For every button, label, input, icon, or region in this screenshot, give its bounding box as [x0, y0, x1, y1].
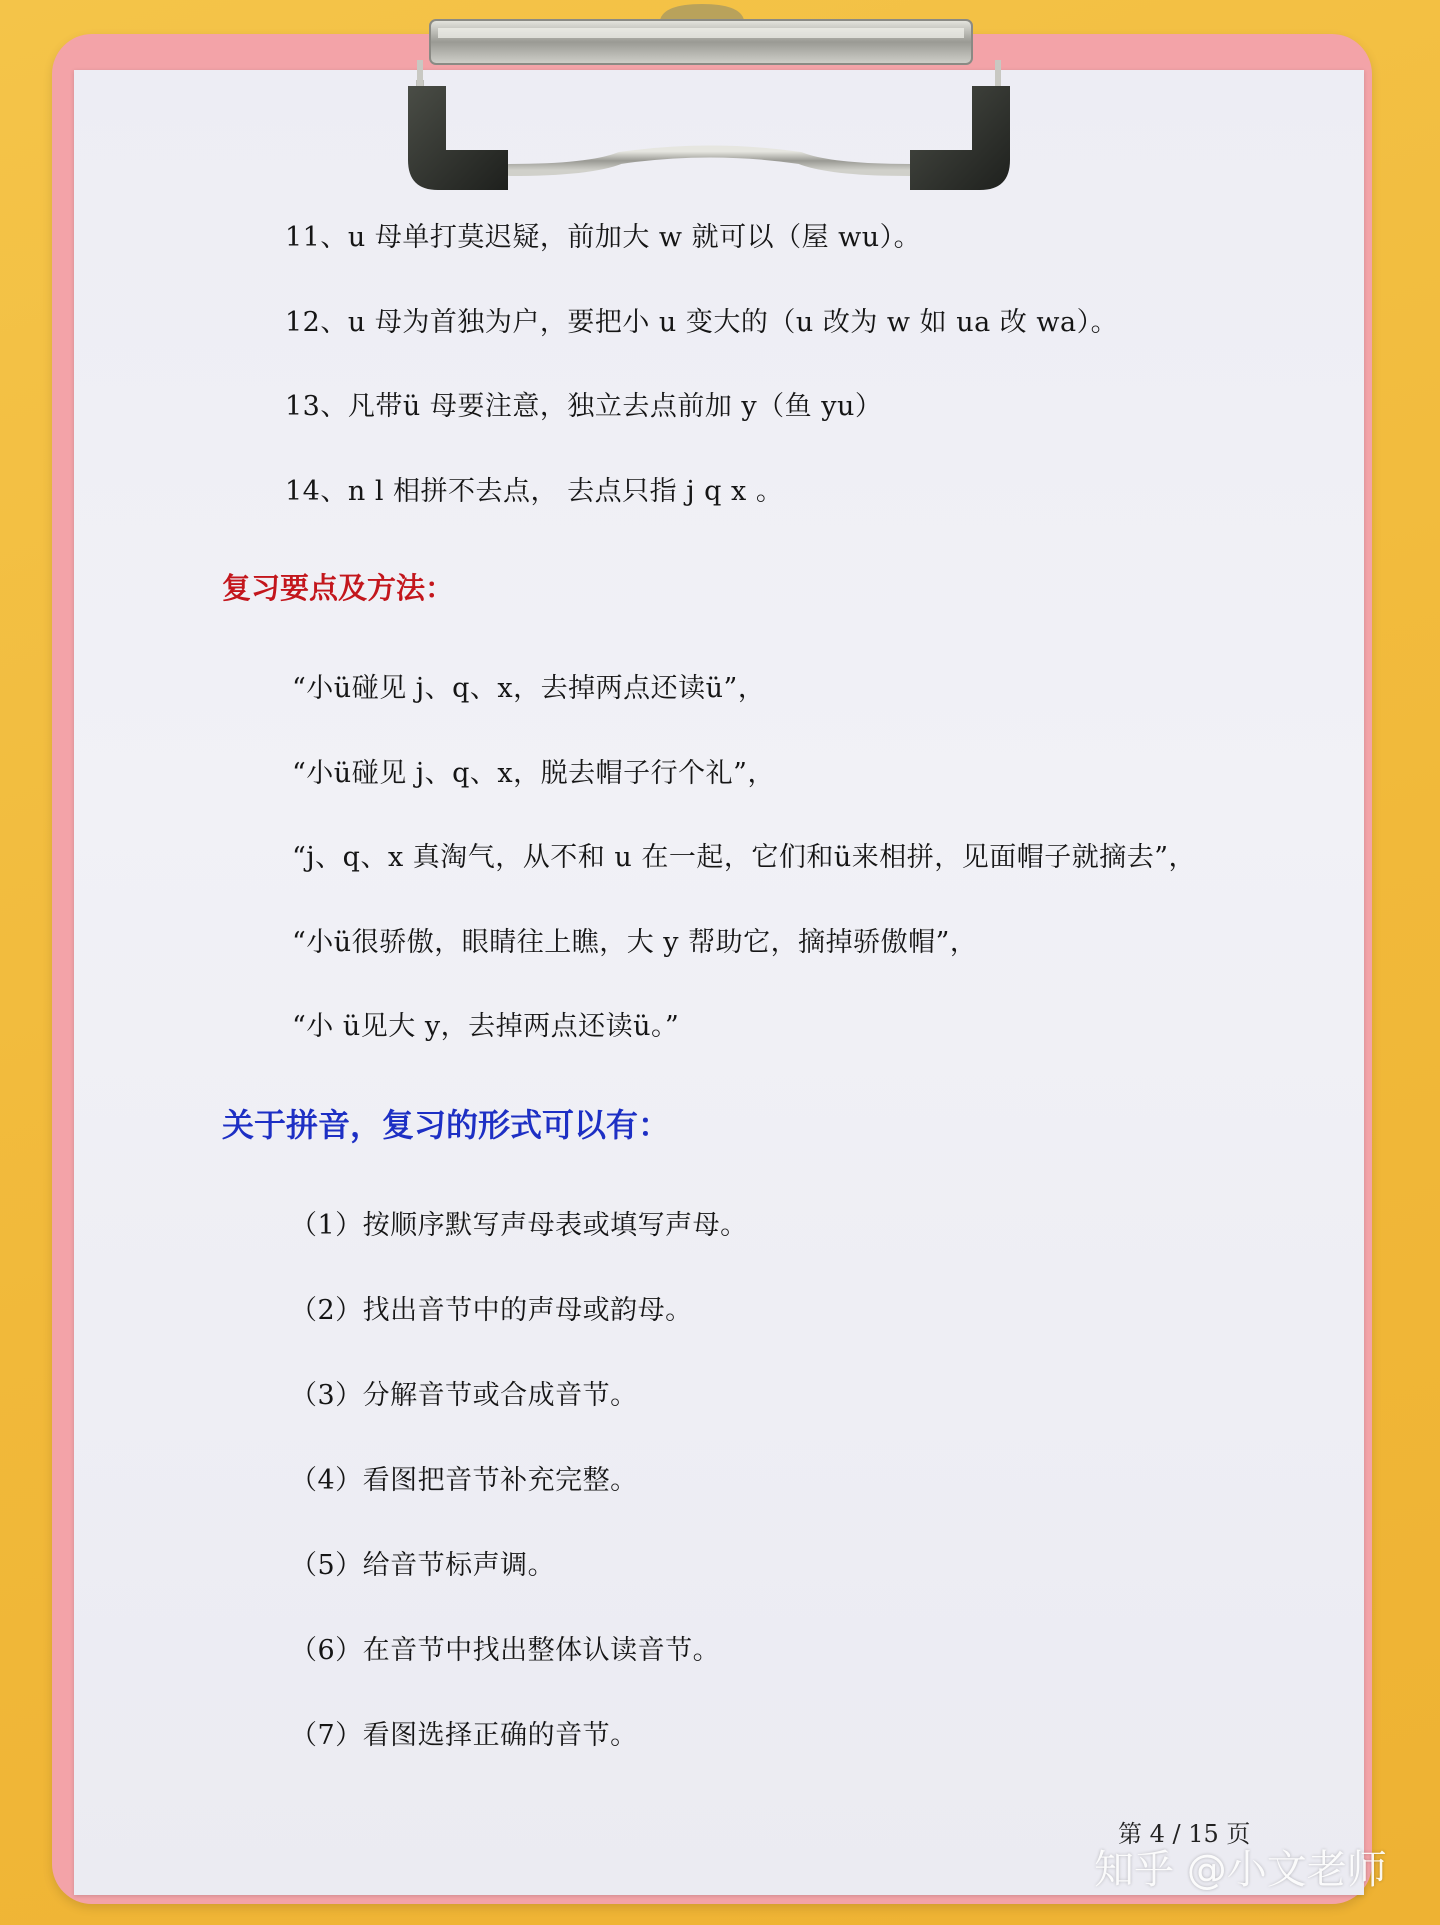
form-item: （4）看图把音节补充完整。 — [290, 1465, 638, 1496]
rule-line-13: 13、凡带ü 母要注意，独立去点前加 y（鱼 yu） — [285, 391, 883, 422]
binder-clip-icon — [390, 0, 1030, 210]
verse-line: “小ü碰见 j、q、x，脱去帽子行个礼”， — [292, 758, 775, 789]
verse-line: “小 ü见大 y，去掉两点还读ü。” — [292, 1011, 680, 1042]
paper-sheet — [74, 70, 1364, 1895]
page-number: 第 4 / 15 页 — [1118, 1820, 1251, 1848]
rule-line-14: 14、n l 相拼不去点， 去点只指 j q x 。 — [285, 476, 784, 507]
rule-line-11: 11、u 母单打莫迟疑，前加大 w 就可以（屋 wu）。 — [285, 222, 922, 253]
form-item: （5）给音节标声调。 — [290, 1550, 556, 1581]
form-item: （6）在音节中找出整体认读音节。 — [290, 1635, 721, 1666]
watermark: 知乎 @小文老师 — [1094, 1847, 1387, 1893]
form-item: （1）按顺序默写声母表或填写声母。 — [290, 1210, 748, 1241]
verse-line: “小ü碰见 j、q、x，去掉两点还读ü”， — [292, 673, 766, 704]
review-heading: 复习要点及方法： — [222, 571, 455, 605]
rule-line-12: 12、u 母为首独为户，要把小 u 变大的（u 改为 w 如 ua 改 wa）。 — [285, 307, 1119, 338]
form-item: （2）找出音节中的声母或韵母。 — [290, 1295, 693, 1326]
verse-line: “小ü很骄傲，眼睛往上瞧，大 y 帮助它，摘掉骄傲帽”， — [292, 927, 978, 958]
verse-line: “j、q、x 真淘气，从不和 u 在一起，它们和ü来相拼，见面帽子就摘去”， — [292, 842, 1197, 873]
form-item: （3）分解音节或合成音节。 — [290, 1380, 638, 1411]
forms-heading: 关于拼音，复习的形式可以有： — [222, 1106, 671, 1144]
form-item: （7）看图选择正确的音节。 — [290, 1720, 638, 1751]
